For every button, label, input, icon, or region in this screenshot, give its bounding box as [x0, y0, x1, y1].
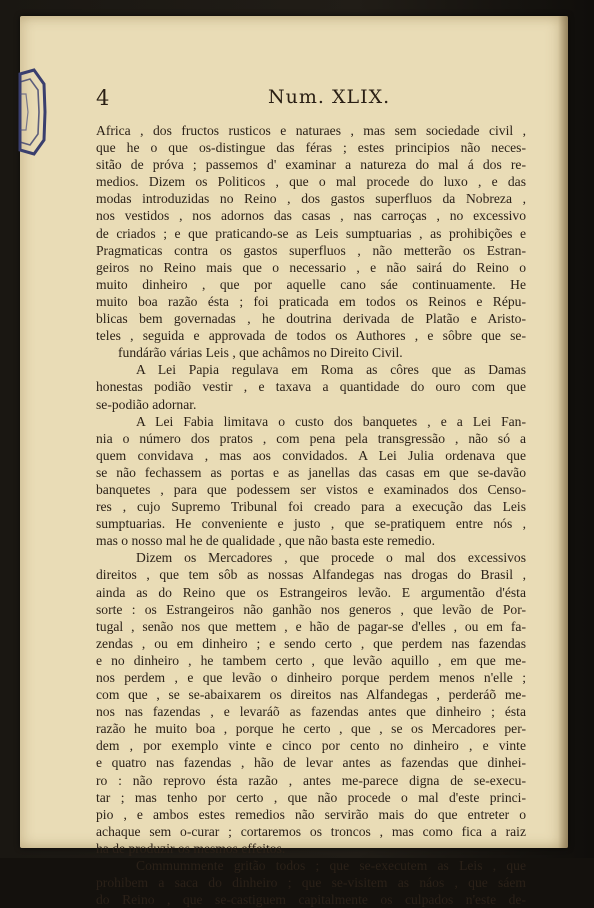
text-line: zendas , ou em dinheiro ; e sendo certo , que perdem nas fazendas	[96, 635, 526, 651]
library-stamp-icon	[20, 66, 46, 158]
text-line: blicas bem governadas , he doutrina derivada de Platão e Aristo-	[96, 311, 526, 327]
text-line: nos perdem , e que levão o dinheiro porque perdem menos n'elle ;	[96, 670, 526, 685]
text-line: mas o nosso mal he de qualidade , que não basta este remedio.	[96, 533, 435, 549]
text-line: dem , por exemplo vinte e cinco por cento no dinheiro , e vinte	[96, 738, 526, 754]
text-line: muito dinheiro , que por aquelle cano sáe continuamente. He	[96, 276, 526, 292]
text-line: nos nas fazendas , e levaráõ as fazendas antes que dinheiro ; ésta	[96, 704, 526, 720]
text-line: com que , se se-abaixarem os direitos nas Alfandegas , perderáõ me-	[96, 687, 526, 703]
text-line: A Lei Papia regulava em Roma as côres que as Damas	[136, 362, 526, 378]
text-line: e quatro nas fazendas , hão de levar antes as fazendas que dinhei-	[96, 755, 526, 771]
text-line: res , cujo Supremo Tribunal foi creado para a execução das Leis	[96, 499, 526, 515]
text-line: do Reino , que se-castiguem capitalmente os culpados n'este de-	[96, 892, 526, 908]
text-line: modas introduzidas no Reino , dos gastos superfluos da Nobreza ,	[96, 191, 526, 207]
text-line: se-podião adornar.	[96, 396, 197, 412]
text-line: tugal , senão nos que mettem , e hão de pagar-se d'elles , ou em fa-	[96, 618, 526, 634]
text-line: tar ; mas tenho por certo , que não procede o mal d'este princi-	[96, 789, 526, 805]
text-line: fundárão várias Leis , que achâmos no Direito Civil.	[118, 345, 403, 361]
issue-heading: Num. XLIX.	[268, 86, 391, 108]
text-line: nos vestidos , nos adornos das casas , nas carroças , no excessivo	[96, 208, 526, 224]
text-line: que he o que os-distingue das féras ; estes principios não neces-	[96, 140, 526, 156]
text-line: geiros no Reino mais que o necessario , e não sairá do Reino o	[96, 259, 526, 275]
text-line: e no dinheiro , he tambem certo , que levão aquillo , em que me-	[96, 652, 526, 668]
text-line: sumptuarias. He conveniente e justo , que se-pratiquem entre nós ,	[96, 516, 526, 532]
text-line: sorte : os Estrangeiros não ganhão nos generos , que levão de Por-	[96, 601, 526, 617]
text-line: Pragmaticas contra os gastos superfluos , não metterão os Estran-	[96, 242, 526, 258]
text-line: pio , e ambos estes remedios não servirão mais do que entreter o	[96, 806, 526, 822]
text-line: razão he muito boa , porque he certo , que , se os Mercadores per-	[96, 721, 526, 737]
text-line: nia o número dos pratos , com pena pela transgressão , não só a	[96, 430, 526, 446]
text-line: quem convidava , mas aos convidados. A Lei Julia ordenava que	[96, 447, 526, 463]
text-line: sitão de próva ; passemos d' examinar a natureza do mal á dos re-	[96, 157, 526, 173]
text-line: teles , seguida e approvada de todos os Authores , e sôbre que se-	[96, 328, 526, 344]
text-line: ha de produzir os mesmos effeitos.	[96, 840, 286, 856]
text-line: honestas podião vestir , e taxava a quantidade do ouro com que	[96, 379, 526, 395]
text-line: ro : não reprovo ésta razão , antes me-parece digna de se-execu-	[96, 772, 526, 788]
text-line: A Lei Fabia limitava o custo dos banquetes , e a Lei Fan-	[136, 413, 526, 429]
text-line: Africa , dos fructos rusticos e naturaes , mas sem sociedade civil ,	[96, 123, 526, 138]
text-line: Commummente gritão todos ; que se-executem as Leis , que	[136, 858, 526, 874]
page-number: 4	[96, 86, 110, 110]
page-gutter-shadow	[558, 16, 568, 848]
body-text	[96, 122, 526, 908]
text-line: ainda as do Reino que os Estrangeiros levão. E argumentão d'ésta	[96, 584, 526, 600]
text-line: de criados ; e que praticando-se as Leis sumptuarias , as prohibições e	[96, 225, 526, 241]
running-head	[96, 86, 536, 116]
text-line: achaque sem o-curar ; cortaremos os troncos , mas como fica a raiz	[96, 823, 526, 839]
text-line: se não fechassem as portas e as janellas das casas em que se-davão	[96, 464, 526, 480]
text-line: Dizem os Mercadores , que procede o mal dos excessivos	[136, 550, 526, 566]
text-line: prohibem a saca do dinheiro ; que se-visitem as náos , que sáem	[96, 875, 526, 891]
text-line: banquetes , para que podessem ser vistos e examinados dos Censo-	[96, 481, 526, 497]
text-line: direitos , que tem sôb as nossas Alfandegas nas drogas do Brasil ,	[96, 567, 526, 583]
text-line: muito boa razão ésta ; foi praticada em todos os Reinos e Répu-	[96, 293, 526, 309]
text-line: medios. Dizem os Politicos , que o mal procede do luxo , e das	[96, 174, 526, 190]
